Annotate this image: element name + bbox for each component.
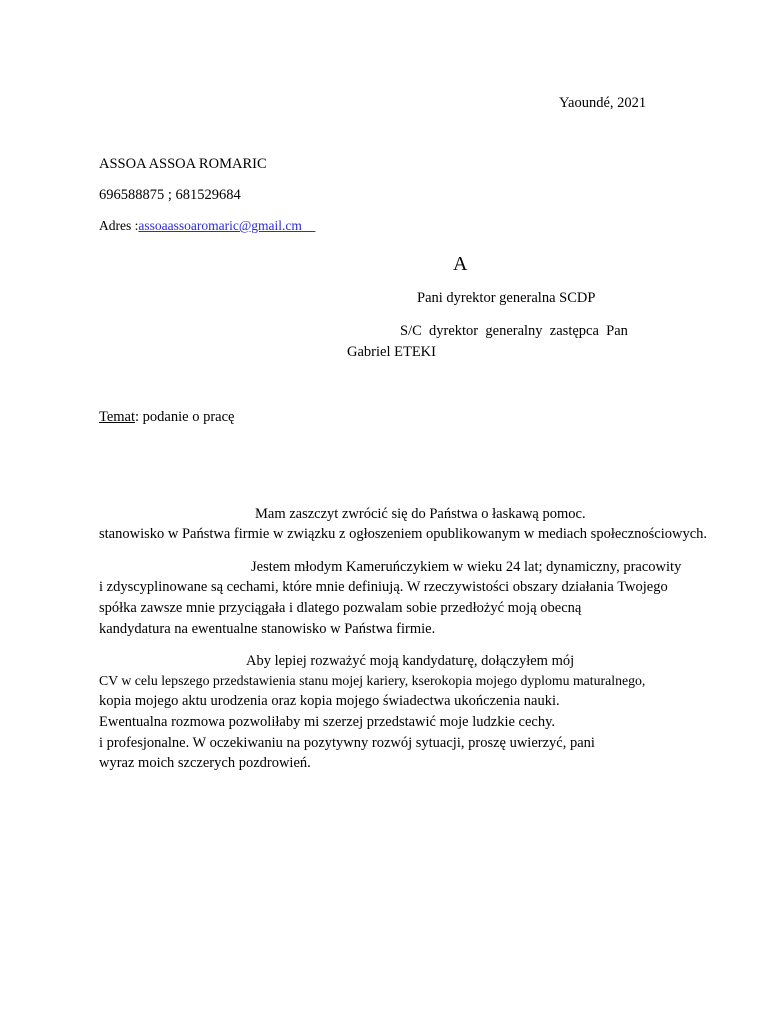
body-p1-line-1: Mam zaszczyt zwrócić się do Państwa o łaskawą pomoc. [255,506,586,522]
body-p3-line-5: i profesjonalne. W oczekiwaniu na pozytywny rozwój sytuacji, proszę uwierzyć, pani [99,735,595,751]
body-p3-line-1: Aby lepiej rozważyć moją kandydaturę, dołączyłem mój [246,653,575,669]
subject-text: : podanie o pracę [135,409,235,425]
address-label: Adres : [99,218,139,233]
recipient-line-3: Gabriel ETEKI [347,344,436,360]
sender-phones: 696588875 ; 681529684 [99,187,241,203]
subject-label: Temat [99,409,136,425]
sender-name: ASSOA ASSOA ROMARIC [99,156,267,172]
email-link[interactable]: assoaassoaromaric@gmail.cm [138,218,302,233]
place-date: Yaoundé, 2021 [559,95,647,111]
body-p3-line-4: Ewentualna rozmowa pozwoliłaby mi szerzej przedstawić moje ludzkie cechy. [99,714,556,730]
subject-line [99,408,234,426]
recipient-line-2: S/C dyrektor generalny zastępca Pan [400,323,628,339]
body-p1-line-2: stanowisko w Państwa firmie w związku z ogłoszeniem opublikowanym w mediach społecznościowych. [99,526,708,542]
body-p3-line-2: CV w celu lepszego przedstawienia stanu mojej kariery, kserokopia mojego dyplomu maturalnego, [99,673,646,688]
body-p2-line-2: i zdyscyplinowane są cechami, które mnie definiują. W rzeczywistości obszary działania Twojego [99,579,668,595]
email-trailing-underline [302,218,316,233]
recipient-to-letter: A [453,253,468,275]
body-p3-line-3: kopia mojego aktu urodzenia oraz kopia mojego świadectwa ukończenia nauki. [99,693,560,709]
body-p2-line-4: kandydatura na ewentualne stanowisko w Państwa firmie. [99,621,436,637]
body-p2-line-3: spółka zawsze mnie przyciągała i dlatego pozwalam sobie przedłożyć moją obecną [99,600,582,616]
body-p3-line-6: wyraz moich szczerych pozdrowień. [99,755,311,771]
body-p2-line-1: Jestem młodym Kameruńczykiem w wieku 24 lat; dynamiczny, pracowity [251,559,682,575]
sender-address [99,217,315,235]
recipient-line-1: Pani dyrektor generalna SCDP [417,290,596,306]
